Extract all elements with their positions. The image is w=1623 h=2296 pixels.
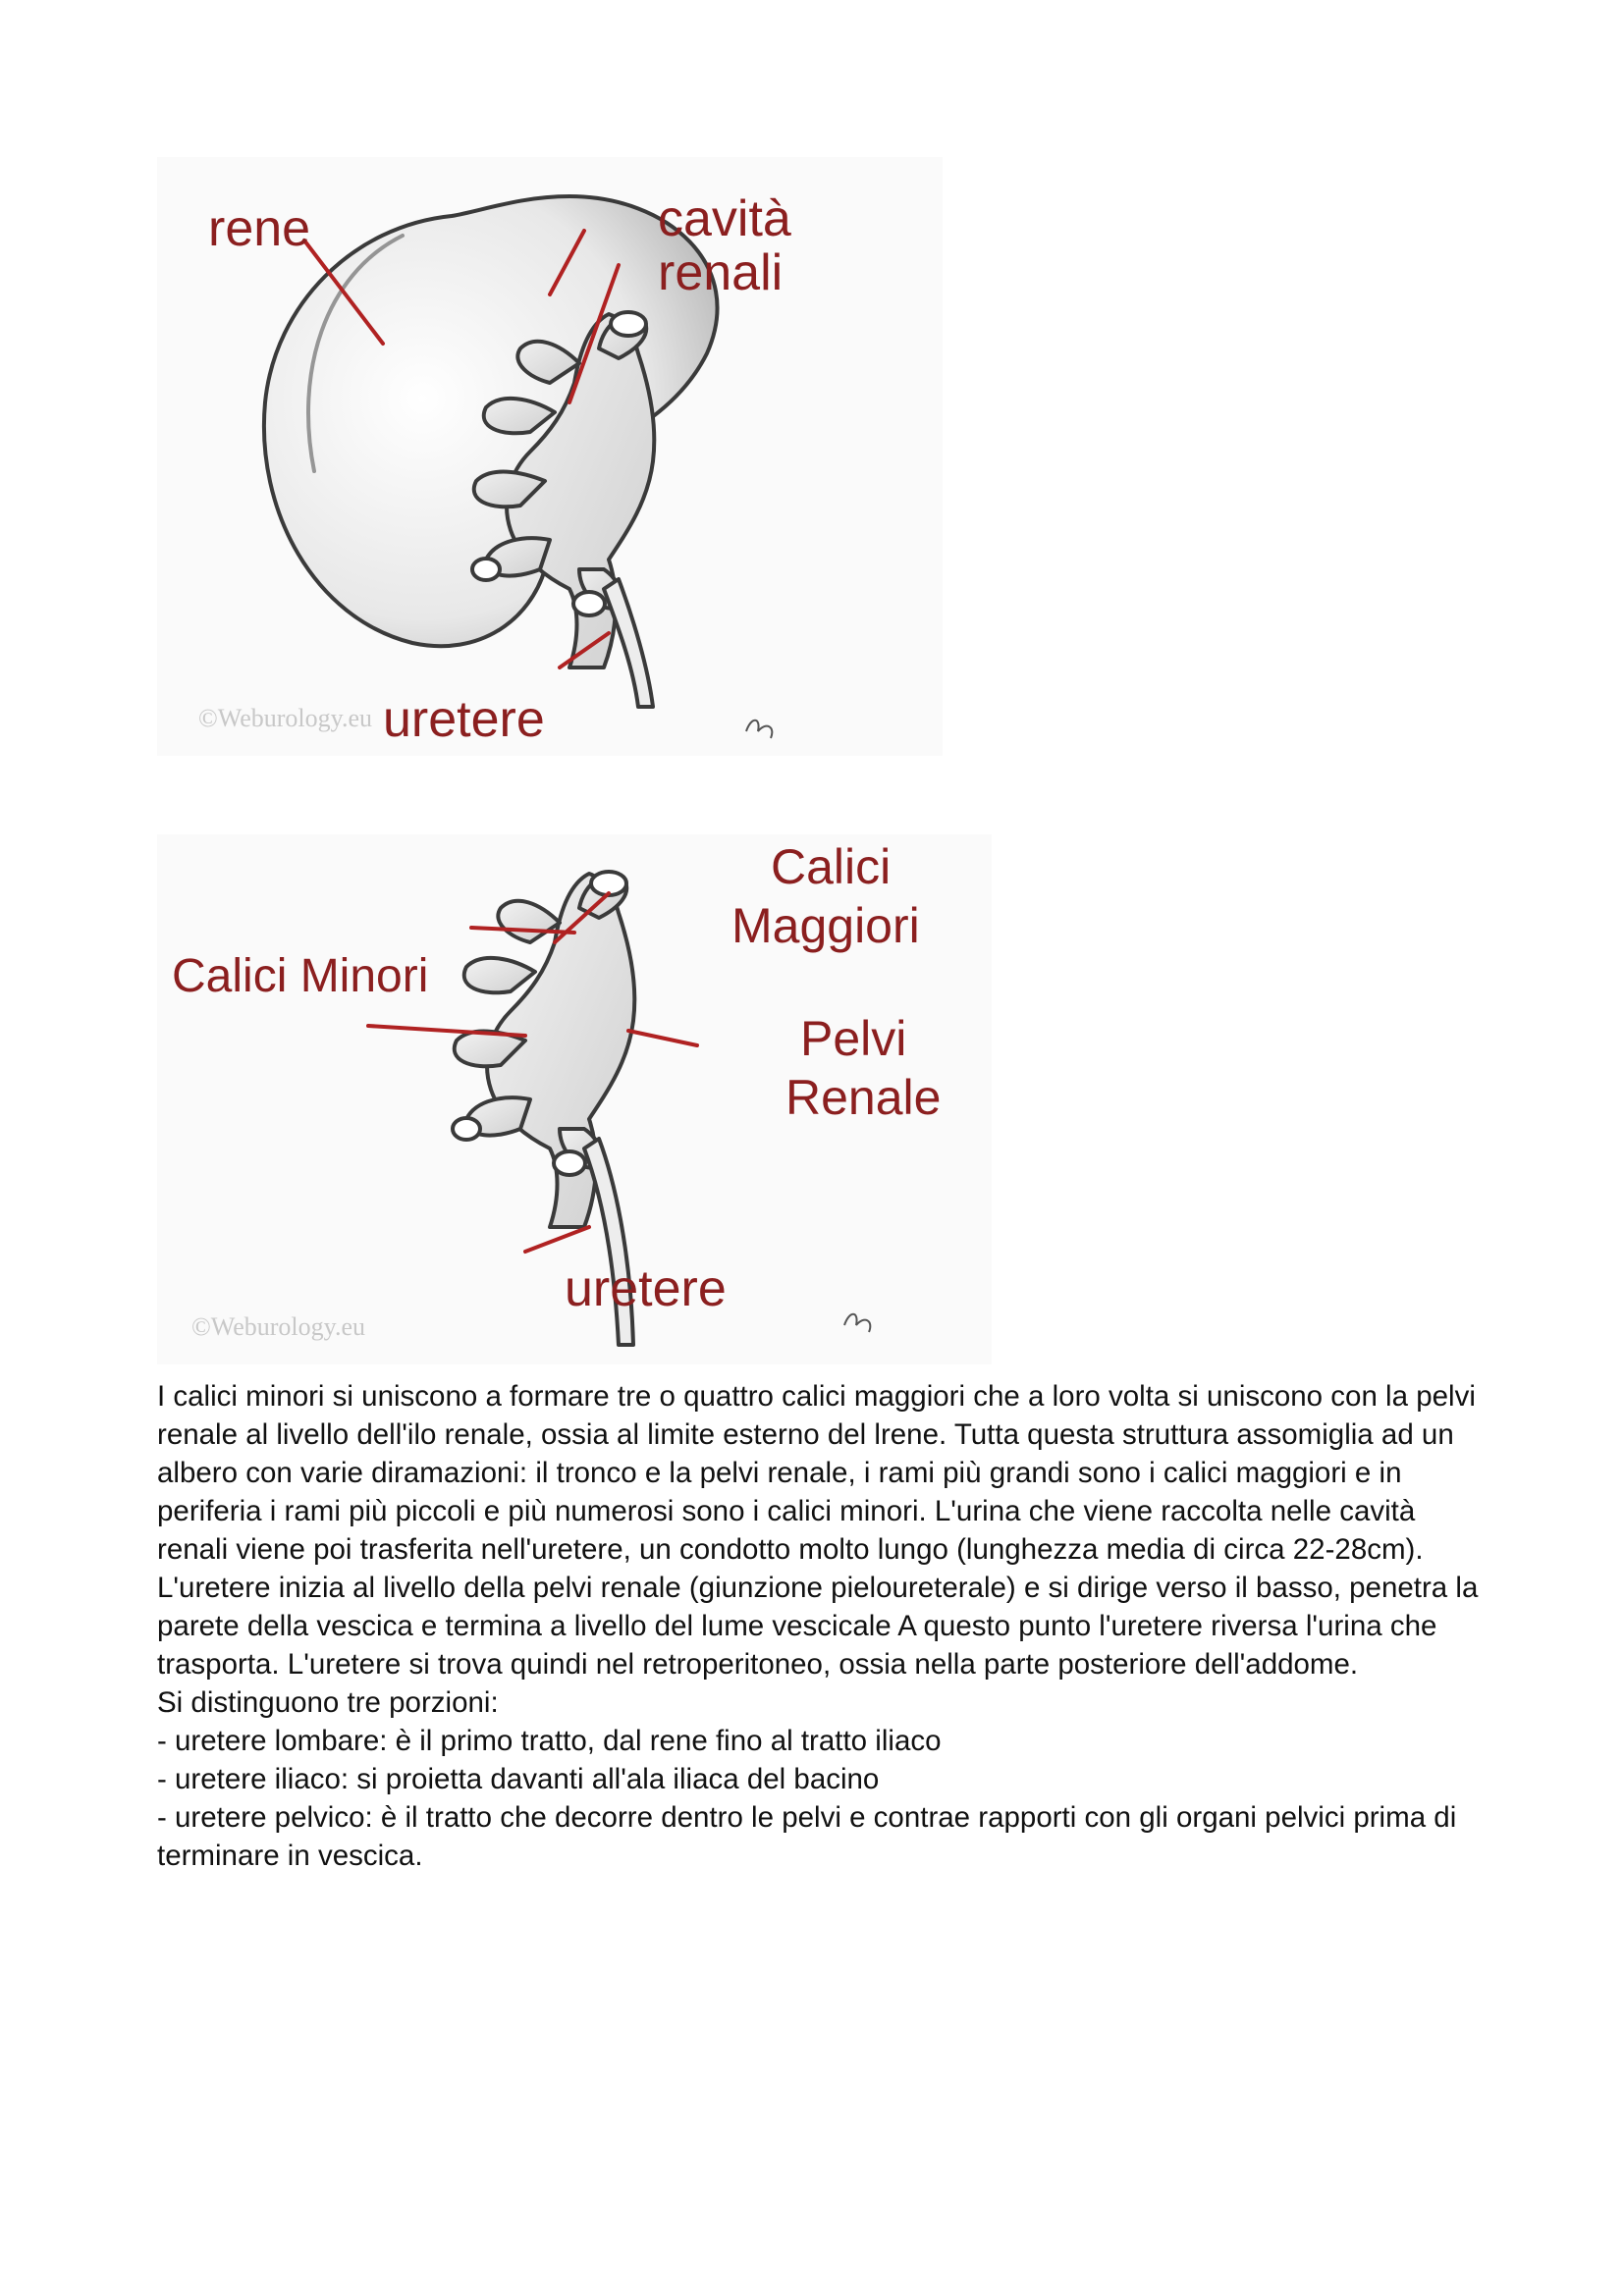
watermark: ©Weburology.eu — [198, 704, 372, 732]
list-item: - uretere pelvico: è il tratto che decorre dentro le pelvi e contrae rapporti con gli organi pelvici prima di terminare in vescica. — [157, 1801, 1457, 1872]
label-calici-maggiori-line2: Maggiori — [731, 898, 920, 953]
body-text — [157, 1377, 1492, 1875]
kidney-illustration — [157, 157, 943, 756]
calyces-illustration — [157, 834, 992, 1364]
portions-intro: Si distinguono tre porzioni: — [157, 1686, 499, 1719]
label-uretere: uretere — [383, 691, 545, 748]
list-item: - uretere lombare: è il primo tratto, dal rene fino al tratto iliaco — [157, 1725, 942, 1757]
watermark: ©Weburology.eu — [191, 1312, 365, 1341]
label-uretere: uretere — [565, 1260, 727, 1317]
artist-signature-icon — [844, 1314, 870, 1332]
kidney-diagram — [157, 157, 943, 756]
pointer-uretere — [525, 1227, 589, 1252]
pointer-pelvi — [628, 1031, 697, 1045]
label-calici-minori: Calici Minori — [172, 950, 429, 1002]
list-item: - uretere iliaco: si proietta davanti all'ala iliaca del bacino — [157, 1763, 880, 1795]
label-cavita-line1: cavità — [658, 190, 791, 247]
artist-signature-icon — [746, 721, 772, 738]
label-pelvi-line2: Renale — [785, 1070, 942, 1125]
label-pelvi-line1: Pelvi — [800, 1011, 907, 1066]
label-calici-maggiori-line1: Calici — [771, 839, 892, 894]
main-paragraph: I calici minori si uniscono a formare tre o quattro calici maggiori che a loro volta si uniscono con la pelvi renale al livello dell'ilo renale, ossia al limite esterno del lrene. Tutta questa struttura assomiglia ad un albero con varie diramazioni: il tronco e la pelvi renale, i rami più grandi sono i calici maggiori e in periferia i rami più piccoli e più numerosi sono i calici minori. L'urina che viene raccolta nelle cavità renali viene poi trasferita nell'uretere, un condotto molto lungo (lunghezza media di circa 22-28cm). L'uretere inizia al livello della pelvi renale (giunzione pieloureterale) e si dirige verso il basso, penetra la parete della vescica e termina a livello del lume vescicale A questo punto l'uretere riversa l'urina che trasporta. L'uretere si trova quindi nel retroperitoneo, ossia nella parte posteriore dell'addome. — [157, 1380, 1479, 1681]
calyces-diagram — [157, 834, 992, 1364]
label-rene: rene — [208, 200, 311, 257]
label-cavita-line2: renali — [658, 244, 784, 301]
